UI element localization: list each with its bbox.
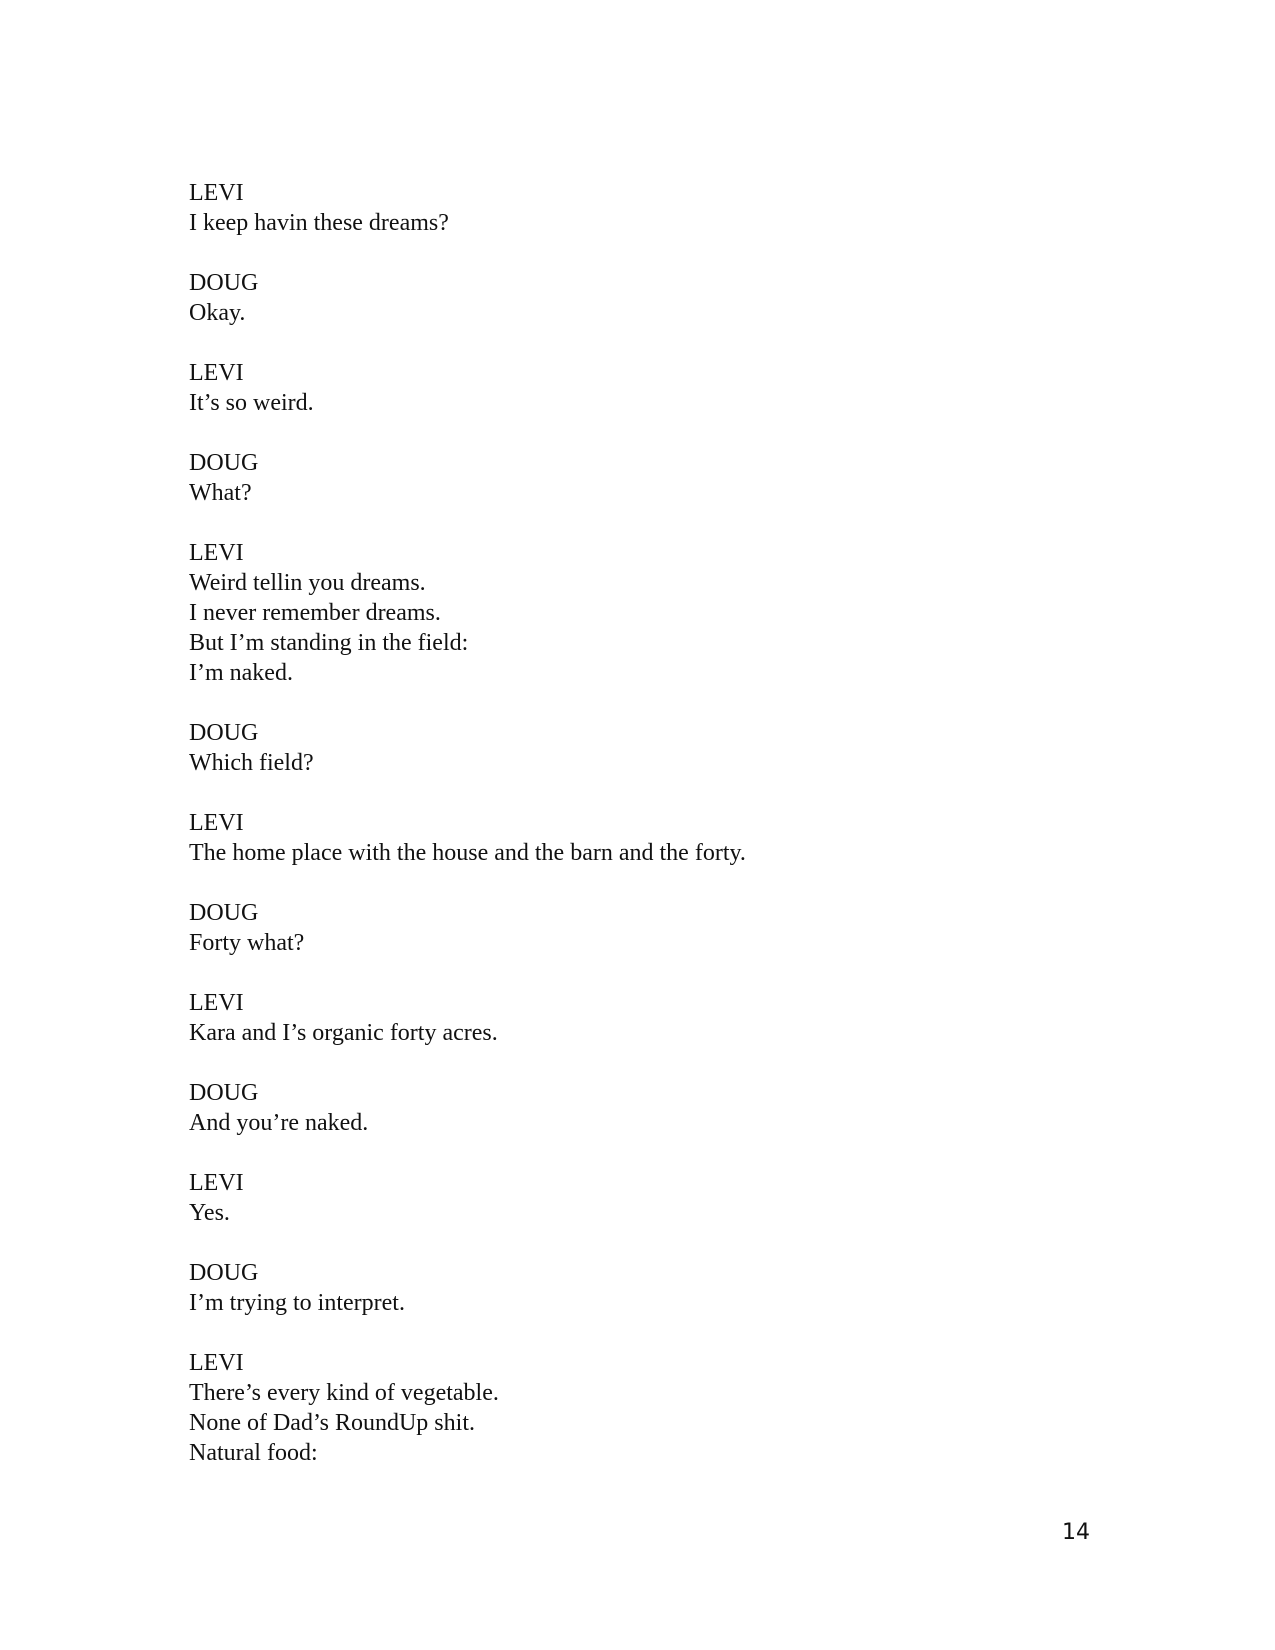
dialogue-line: I keep havin these dreams?	[189, 210, 449, 236]
dialogue-block	[189, 808, 1089, 868]
character-name: DOUG	[189, 270, 259, 296]
character-name: DOUG	[189, 450, 259, 476]
dialogue-block	[189, 1348, 1089, 1468]
character-name: DOUG	[189, 1080, 259, 1106]
dialogue-line: I’m trying to interpret.	[189, 1290, 405, 1316]
dialogue-block	[189, 358, 1089, 418]
character-name: LEVI	[189, 180, 244, 206]
script-body	[189, 178, 1089, 1498]
dialogue-block	[189, 1258, 1089, 1318]
dialogue-line: There’s every kind of vegetable.	[189, 1380, 499, 1406]
dialogue-line: Forty what?	[189, 930, 305, 956]
character-name: LEVI	[189, 990, 244, 1016]
page-number: 14	[1062, 1520, 1090, 1545]
dialogue-block	[189, 538, 1089, 688]
dialogue-line: But I’m standing in the field:	[189, 630, 469, 656]
character-name: LEVI	[189, 1350, 244, 1376]
character-name: DOUG	[189, 720, 259, 746]
dialogue-line: And you’re naked.	[189, 1110, 369, 1136]
dialogue-line: The home place with the house and the barn and the forty.	[189, 840, 746, 866]
dialogue-line: Which field?	[189, 750, 314, 776]
dialogue-block	[189, 1078, 1089, 1138]
dialogue-line: Weird tellin you dreams.	[189, 570, 426, 596]
character-name: DOUG	[189, 900, 259, 926]
character-name: LEVI	[189, 810, 244, 836]
character-name: DOUG	[189, 1260, 259, 1286]
dialogue-block	[189, 448, 1089, 508]
character-name: LEVI	[189, 540, 244, 566]
dialogue-line: Natural food:	[189, 1440, 318, 1466]
dialogue-line: I never remember dreams.	[189, 600, 441, 626]
dialogue-line: It’s so weird.	[189, 390, 314, 416]
character-name: LEVI	[189, 1170, 244, 1196]
dialogue-line: Yes.	[189, 1200, 230, 1226]
character-name: LEVI	[189, 360, 244, 386]
dialogue-line: Kara and I’s organic forty acres.	[189, 1020, 498, 1046]
dialogue-block	[189, 178, 1089, 238]
dialogue-block	[189, 988, 1089, 1048]
dialogue-block	[189, 268, 1089, 328]
dialogue-block	[189, 718, 1089, 778]
dialogue-line: Okay.	[189, 300, 246, 326]
dialogue-block	[189, 898, 1089, 958]
dialogue-line: What?	[189, 480, 252, 506]
dialogue-line: None of Dad’s RoundUp shit.	[189, 1410, 475, 1436]
dialogue-block	[189, 1168, 1089, 1228]
dialogue-line: I’m naked.	[189, 660, 293, 686]
